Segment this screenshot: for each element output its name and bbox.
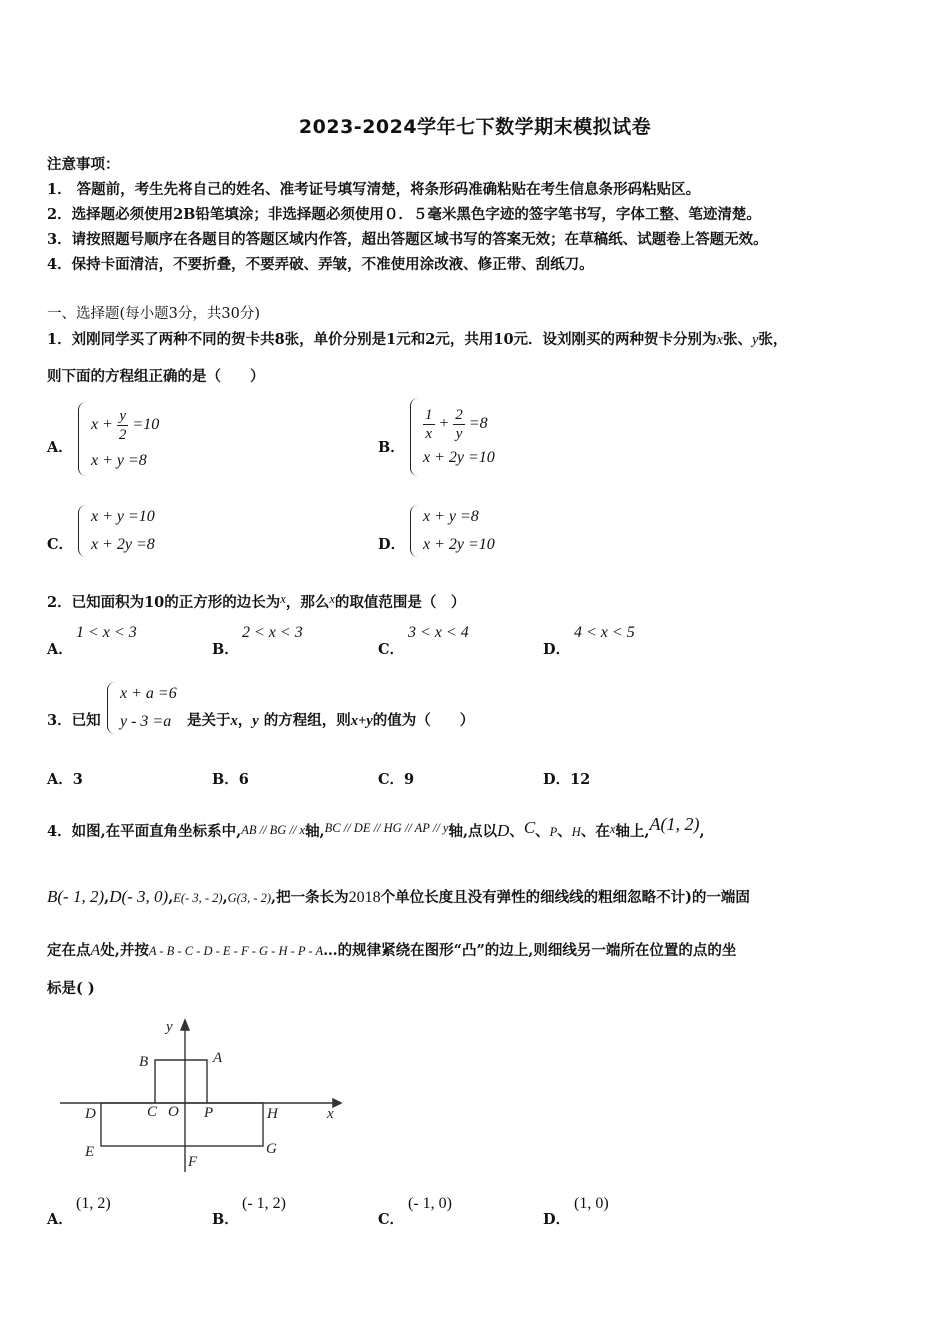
q2-option-b-label[interactable]: B． [212,641,239,658]
q4-text-6: 、 [557,823,572,840]
fig-label-g: G [266,1141,277,1157]
q4-text-l3-3: …的规律紧绕在图形“凸”的边上,则细线另一端所在位置的点的坐 [323,942,737,959]
q1-b-plus: + [438,414,450,432]
q4-text-9: , [699,823,705,840]
q4-coord-a: A(1, 2) [649,814,700,834]
q1-d-eq1: x + y =8 [423,508,479,525]
q1-var-y: y [751,332,759,348]
q3-eq1: x + a =6 [120,685,177,702]
q4-point-p: P [549,825,558,839]
q3-system [107,682,177,734]
q3-option-c[interactable] [378,768,414,789]
page-title: 2023-2024学年七下数学期末模拟试卷 [298,116,652,138]
q4-text-l2-2: 个单位长度且没有弹性的细线线的粗细忽略不计)的一端固 [380,889,750,906]
q1-b-eq1-post: =8 [468,414,488,432]
q1-option-a-system [78,402,159,476]
q1-option-b-label[interactable]: B． [378,439,405,456]
q3-eq2: y - 3 =a [120,713,172,730]
q4-math-2: BC // DE // HG // AP // y [324,821,449,835]
fig-label-p: P [204,1105,214,1121]
q1-stem-mid: 张、 [722,331,752,348]
q1-a-fraction [117,407,129,444]
q1-option-c-label[interactable]: C． [47,536,74,553]
q3-stem-text: 是关于 [187,712,231,729]
q2-stem-post: 的取值范围是（ ） [334,594,466,611]
q1-b-eq1 [423,406,495,443]
section-heading: 一、选择题(每小题3分，共30分) [47,306,260,322]
q2-option-d-expr: 4 < x < 5 [574,624,635,641]
q4-comma-1: , [104,889,110,906]
q2-var-x: x [280,592,286,606]
q1-option-a-label[interactable]: A． [47,439,73,456]
q1-a-eq1 [91,407,159,444]
fig-label-o: O [168,1104,179,1120]
q4-text-4: 、 [509,823,524,840]
x-axis-arrow [333,1099,341,1107]
q3-option-b-label: B． [212,771,239,788]
q4-text-7: 、在 [580,823,610,840]
fig-label-a: A [213,1050,223,1066]
q4-stem-line4: 标是( ) [47,980,95,997]
q4-coord-d: D(- 3, 0) [109,887,169,906]
q3-var-x: x [230,713,238,729]
q4-option-c-label[interactable]: C． [378,1211,405,1228]
q1-b-fraction-2 [453,406,465,443]
q3-option-a-label: A． [47,771,73,788]
q3-option-d[interactable] [543,768,590,789]
q4-point-d: D [497,821,510,840]
q4-point-a: A [90,942,101,959]
notice-item-3: 3．请按照题号顺序在各题目的答题区域内作答，超出答题区域书写的答案无效；在草稿纸、试题卷上答题无效。 [47,231,768,248]
q4-text-8: 轴上, [615,823,650,840]
q4-option-b-label[interactable]: B． [212,1211,239,1228]
fig-label-d: D [85,1106,96,1122]
q1-option-b-system [410,398,495,476]
q3-option-d-text: 12 [570,771,591,788]
q3-comma: ， [237,712,253,729]
notice-item-4: 4．保持卡面清洁，不要折叠，不要弄破、弄皱，不准使用涂改液、修正带、刮纸刀。 [47,256,594,273]
q2-option-c-label[interactable]: C． [378,641,405,658]
q4-coord-e: E(- 3, - 2) [173,891,223,905]
q4-number-2018: 2018 [348,889,381,906]
q4-figure [55,1012,355,1182]
q4-text-2: 轴, [305,823,325,840]
q4-text-1: 4．如图,在平面直角坐标系中, [47,823,242,840]
q3-option-c-label: C． [378,771,405,788]
q2-stem [47,591,465,612]
q4-point-c: C [523,818,536,837]
q2-option-a-label[interactable]: A． [47,641,73,658]
q3-option-d-label: D． [543,771,571,788]
q1-option-d-label[interactable]: D． [378,536,406,553]
q1-b-frac2-den: y [455,425,463,442]
fig-label-x: x [327,1106,334,1122]
q4-point-h: H [571,825,581,839]
q2-var-x-2: x [329,592,335,606]
q1-var-x: x [716,332,723,348]
q1-stem-line2: 则下面的方程组正确的是（ ） [47,368,265,385]
q4-text-l3-1: 定在点 [47,942,91,959]
q3-option-c-text: 9 [404,771,415,788]
fig-label-y: y [166,1019,173,1035]
q4-option-a-expr: (1, 2) [76,1195,111,1212]
q3-option-b[interactable] [212,768,249,789]
notice-item-1: 1． 答题前，考生先将自己的姓名、准考证号填写清楚，将条形码准确粘贴在考生信息条形码粘贴区。 [47,181,701,198]
q2-option-d-label[interactable]: D． [543,641,571,658]
q3-stem-text-3: 的值为（ ） [372,712,475,729]
fig-label-b: B [139,1054,149,1070]
q4-coord-g: G(3, - 2) [227,891,272,905]
q1-a-frac-den: 2 [118,426,127,443]
q4-var-x: x [609,822,616,836]
q1-stem [47,328,787,349]
fig-label-h: H [267,1106,278,1122]
q1-b-frac1-den: x [425,425,433,442]
q1-c-eq2: x + 2y =8 [91,536,155,553]
q2-stem-mid: ，那么 [285,594,330,611]
q1-b-frac2-num: 2 [455,406,463,423]
q4-stem-line3 [47,939,736,960]
y-axis-arrow [181,1020,189,1030]
q3-stem-text-2: 的方程组，则 [258,712,351,729]
q4-text-3: 轴,点以 [448,823,498,840]
q3-var-y: y [252,713,259,729]
fig-label-c: C [147,1104,158,1120]
q4-stem-line2 [47,886,750,907]
q3-stem-post [187,709,474,730]
notice-heading: 注意事项： [47,156,120,173]
q1-a-eq1-post: =10 [132,415,160,433]
q3-stem-pre: 3．已知 [47,712,101,729]
q2-stem-pre: 2．已知面积为10的正方形的边长为 [47,594,281,611]
q4-text-l3-2: 处,并按 [100,942,149,959]
q4-math-1: AB // BG // x [241,823,306,837]
q4-option-d-expr: (1, 0) [574,1195,609,1212]
q1-option-c-system [78,505,155,557]
notice-item-2: 2．选择题必须使用2B铅笔填涂；非选择题必须使用０．５毫米黑色字迹的签字笔书写，字体工整、笔迹清楚。 [47,206,761,223]
q4-path-sequence: A - B - C - D - E - F - G - H - P - A [148,944,324,958]
q1-a-eq1-pre: x + [91,415,113,433]
q4-stem-line1 [47,814,705,841]
q1-b-fraction-1 [423,406,435,443]
q4-comma-3: , [222,889,228,906]
bump-rect [155,1060,207,1103]
q3-var-xy: x+y [350,713,373,729]
q4-coord-b: B(- 1, 2) [47,887,105,906]
q4-option-b-expr: (- 1, 2) [242,1195,286,1212]
q3-option-a-text: 3 [72,771,83,788]
q1-a-eq2: x + y =8 [91,451,147,469]
lower-rect [101,1103,263,1146]
q1-b-frac1-num: 1 [425,406,433,423]
q4-option-a-label[interactable]: A． [47,1211,73,1228]
q3-option-a[interactable] [47,768,83,789]
q1-d-eq2: x + 2y =10 [423,536,495,553]
q4-text-5: 、 [535,823,550,840]
q1-a-frac-num: y [117,407,129,426]
q4-option-c-expr: (- 1, 0) [408,1195,452,1212]
q2-option-c-expr: 3 < x < 4 [408,624,469,641]
q1-stem-text: 1．刘刚同学买了两种不同的贺卡共8张，单价分别是1元和2元，共用10元．设刘刚买的两种贺卡分别为 [47,331,717,348]
q4-option-d-label[interactable]: D． [543,1211,571,1228]
fig-label-f: F [188,1154,198,1170]
q1-stem-end: 张， [758,331,788,348]
q1-option-d-system [410,505,495,557]
q2-option-a-expr: 1 < x < 3 [76,624,137,641]
q3-option-b-text: 6 [238,771,249,788]
q2-option-b-expr: 2 < x < 3 [242,624,303,641]
q1-c-eq1: x + y =10 [91,508,155,525]
q1-b-eq2: x + 2y =10 [423,448,495,466]
q4-comma-2: , [168,889,174,906]
fig-label-e: E [85,1144,95,1160]
q4-text-l2-1: ,把一条长为 [271,889,349,906]
